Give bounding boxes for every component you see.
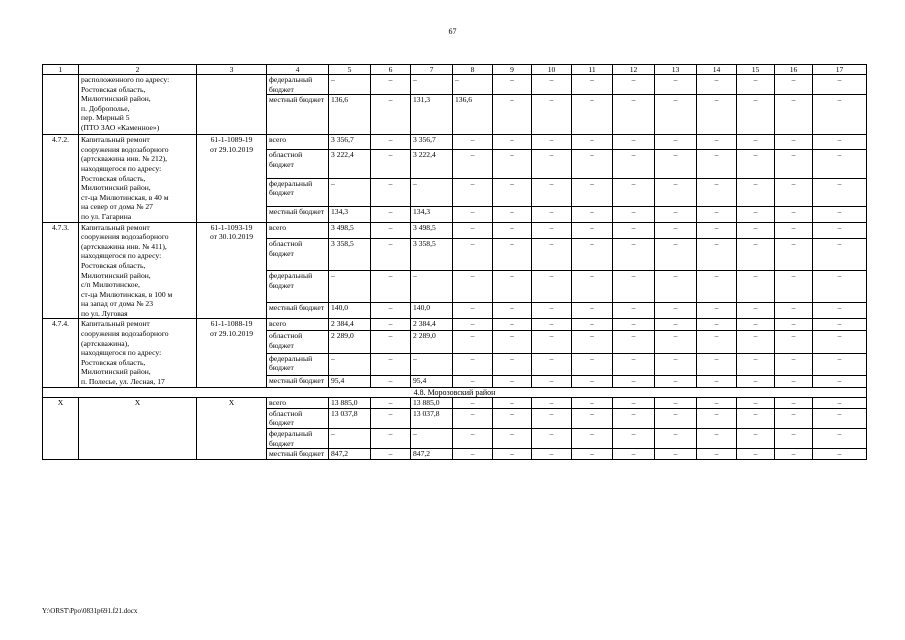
dash-cell: – <box>371 150 411 179</box>
value-cell: 131,3 <box>411 95 453 135</box>
dash-cell: – <box>453 150 493 179</box>
dash-cell: – <box>737 331 775 353</box>
dash-cell: – <box>453 207 493 222</box>
dash-cell: – <box>697 398 737 409</box>
dash-cell: – <box>453 319 493 331</box>
dash-cell: – <box>613 398 655 409</box>
item-description: расположенного по адресу: Ростовская область, Милютинский район, п. Доброполье, пер. Мирный 5 (ПТО ЗАО «Каменное») <box>79 75 197 135</box>
dash-cell: – <box>532 302 572 319</box>
dash-cell: – <box>775 449 813 460</box>
dash-cell: – <box>775 331 813 353</box>
dash-cell: – <box>532 239 572 271</box>
dash-cell: – <box>613 375 655 387</box>
dash-cell: – <box>613 75 655 95</box>
dash-cell: – <box>371 375 411 387</box>
dash-cell: – <box>572 270 613 302</box>
budget-source-label: всего <box>267 222 329 239</box>
dash-cell: – <box>371 135 411 150</box>
section-header-row <box>43 387 867 398</box>
dash-cell: – <box>655 449 697 460</box>
column-header: 9 <box>493 65 532 75</box>
dash-cell: – <box>493 75 532 95</box>
dash-cell: – <box>655 331 697 353</box>
dash-cell: – <box>697 270 737 302</box>
dash-cell: – <box>371 222 411 239</box>
dash-cell: – <box>813 319 867 331</box>
value-cell: 2 289,0 <box>329 331 371 353</box>
column-header: 13 <box>655 65 697 75</box>
column-header: 5 <box>329 65 371 75</box>
column-header: 2 <box>79 65 197 75</box>
dash-cell: – <box>532 353 572 375</box>
dash-cell: – <box>737 178 775 207</box>
dash-cell: – <box>572 150 613 179</box>
dash-cell: – <box>697 319 737 331</box>
dash-cell: – <box>697 302 737 319</box>
dash-cell: – <box>655 178 697 207</box>
dash-cell: – <box>655 375 697 387</box>
dash-cell: – <box>813 222 867 239</box>
dash-cell: – <box>493 207 532 222</box>
item-description: Капитальный ремонт сооружения водозаборного (артскважина инв. № 212), находящегося по адресу: Ростовская область, Милютинский район, ст-ца Милютинская, в 40 м на север от дома № 27 по ул. Гагарина <box>79 135 197 222</box>
dash-cell: – <box>655 150 697 179</box>
budget-source-label: федеральный бюджет <box>267 270 329 302</box>
dash-cell: – <box>453 135 493 150</box>
budget-source-label: всего <box>267 319 329 331</box>
dash-cell: – <box>532 207 572 222</box>
dash-cell: – <box>613 353 655 375</box>
dash-cell: – <box>613 207 655 222</box>
value-cell: 136,6 <box>453 95 493 135</box>
dash-cell: – <box>813 429 867 449</box>
dash-cell: – <box>493 239 532 271</box>
value-cell: 13 037,8 <box>411 408 453 428</box>
dash-cell: – <box>572 178 613 207</box>
dash-cell: – <box>493 135 532 150</box>
dash-cell: – <box>453 375 493 387</box>
dash-cell: – <box>613 302 655 319</box>
dash-cell: – <box>493 331 532 353</box>
dash-cell: – <box>453 270 493 302</box>
dash-cell: – <box>532 429 572 449</box>
dash-cell: – <box>572 222 613 239</box>
dash-cell: – <box>613 95 655 135</box>
dash-cell: – <box>572 429 613 449</box>
dash-cell: – <box>371 95 411 135</box>
table-row <box>43 319 867 331</box>
column-header: 16 <box>775 65 813 75</box>
dash-cell: – <box>572 353 613 375</box>
column-header: 8 <box>453 65 493 75</box>
value-cell: – <box>329 353 371 375</box>
value-cell: 136,6 <box>329 95 371 135</box>
dash-cell: – <box>655 270 697 302</box>
budget-source-label: местный бюджет <box>267 207 329 222</box>
dash-cell: – <box>532 135 572 150</box>
dash-cell: – <box>493 398 532 409</box>
budget-source-label: всего <box>267 135 329 150</box>
column-header: 15 <box>737 65 775 75</box>
dash-cell: – <box>655 408 697 428</box>
dash-cell: – <box>775 135 813 150</box>
item-number <box>43 75 79 135</box>
dash-cell: – <box>613 331 655 353</box>
dash-cell: – <box>775 207 813 222</box>
budget-source-label: областной бюджет <box>267 150 329 179</box>
dash-cell: – <box>532 331 572 353</box>
dash-cell: – <box>813 239 867 271</box>
dash-cell: – <box>572 302 613 319</box>
value-cell: 140,0 <box>411 302 453 319</box>
item-number: 4.7.4. <box>43 319 79 387</box>
dash-cell: – <box>737 319 775 331</box>
dash-cell: – <box>813 408 867 428</box>
column-header: 7 <box>411 65 453 75</box>
dash-cell: – <box>572 207 613 222</box>
dash-cell: – <box>572 135 613 150</box>
dash-cell: – <box>371 270 411 302</box>
budget-source-label: всего <box>267 398 329 409</box>
dash-cell: – <box>453 429 493 449</box>
value-cell: 2 289,0 <box>411 331 453 353</box>
dash-cell: – <box>613 150 655 179</box>
dash-cell: – <box>572 449 613 460</box>
dash-cell: – <box>697 178 737 207</box>
dash-cell: – <box>371 178 411 207</box>
dash-cell: – <box>697 331 737 353</box>
budget-source-label: федеральный бюджет <box>267 429 329 449</box>
table-row <box>43 135 867 150</box>
page-number: 67 <box>448 27 457 36</box>
dash-cell: – <box>813 398 867 409</box>
dash-cell: – <box>371 239 411 271</box>
dash-cell: – <box>371 408 411 428</box>
dash-cell: – <box>655 75 697 95</box>
dash-cell: – <box>813 302 867 319</box>
dash-cell: – <box>697 135 737 150</box>
budget-source-label: местный бюджет <box>267 302 329 319</box>
dash-cell: – <box>813 95 867 135</box>
budget-source-label: федеральный бюджет <box>267 75 329 95</box>
dash-cell: – <box>493 375 532 387</box>
section-title: 4.8. Морозовский район <box>43 387 867 398</box>
dash-cell: – <box>813 449 867 460</box>
dash-cell: – <box>453 449 493 460</box>
value-cell: – <box>411 75 453 95</box>
budget-source-label: областной бюджет <box>267 239 329 271</box>
dash-cell: – <box>453 239 493 271</box>
dash-cell: – <box>371 353 411 375</box>
value-cell: 847,2 <box>411 449 453 460</box>
value-cell: – <box>329 178 371 207</box>
column-header: 11 <box>572 65 613 75</box>
dash-cell: – <box>775 408 813 428</box>
dash-cell: – <box>697 95 737 135</box>
item-code <box>197 75 267 135</box>
value-cell: 3 498,5 <box>329 222 371 239</box>
column-header: 3 <box>197 65 267 75</box>
budget-source-label: федеральный бюджет <box>267 178 329 207</box>
dash-cell: – <box>737 449 775 460</box>
dash-cell: – <box>613 135 655 150</box>
value-cell: – <box>411 178 453 207</box>
value-cell: – <box>329 270 371 302</box>
dash-cell: – <box>737 222 775 239</box>
dash-cell: – <box>737 429 775 449</box>
dash-cell: – <box>775 150 813 179</box>
dash-cell: – <box>613 319 655 331</box>
dash-cell: – <box>813 150 867 179</box>
item-number: 4.7.3. <box>43 222 79 319</box>
value-cell: – <box>411 270 453 302</box>
dash-cell: – <box>655 135 697 150</box>
value-cell: – <box>329 75 371 95</box>
dash-cell: – <box>697 375 737 387</box>
dash-cell: – <box>737 95 775 135</box>
dash-cell: – <box>655 353 697 375</box>
dash-cell: – <box>775 222 813 239</box>
dash-cell: – <box>613 178 655 207</box>
dash-cell: – <box>655 319 697 331</box>
dash-cell: – <box>737 150 775 179</box>
table-row <box>43 75 867 95</box>
dash-cell: – <box>775 429 813 449</box>
dash-cell: – <box>813 207 867 222</box>
dash-cell: – <box>371 319 411 331</box>
dash-cell: – <box>453 353 493 375</box>
value-cell: – <box>453 75 493 95</box>
footer-file-path: Y:\ORST\Ppo\0831p691.f21.docx <box>42 607 138 615</box>
dash-cell: – <box>493 95 532 135</box>
dash-cell: – <box>775 375 813 387</box>
dash-cell: – <box>493 222 532 239</box>
dash-cell: – <box>493 178 532 207</box>
dash-cell: – <box>813 353 867 375</box>
dash-cell: – <box>572 319 613 331</box>
dash-cell: – <box>532 222 572 239</box>
value-cell: 3 356,7 <box>329 135 371 150</box>
dash-cell: – <box>775 302 813 319</box>
budget-source-label: областной бюджет <box>267 408 329 428</box>
column-header: 1 <box>43 65 79 75</box>
value-cell: 3 358,5 <box>329 239 371 271</box>
column-header: 12 <box>613 65 655 75</box>
value-cell: 2 384,4 <box>411 319 453 331</box>
dash-cell: – <box>532 408 572 428</box>
table-row <box>43 398 867 409</box>
dash-cell: – <box>532 150 572 179</box>
dash-cell: – <box>697 429 737 449</box>
dash-cell: – <box>493 353 532 375</box>
value-cell: 2 384,4 <box>329 319 371 331</box>
dash-cell: – <box>813 270 867 302</box>
dash-cell: – <box>737 135 775 150</box>
dash-cell: – <box>493 408 532 428</box>
dash-cell: – <box>697 353 737 375</box>
dash-cell: – <box>775 178 813 207</box>
dash-cell: – <box>493 449 532 460</box>
value-cell: 95,4 <box>329 375 371 387</box>
dash-cell: – <box>813 375 867 387</box>
dash-cell: – <box>532 75 572 95</box>
budget-table <box>42 64 867 460</box>
dash-cell: – <box>655 398 697 409</box>
value-cell: 13 885,0 <box>411 398 453 409</box>
dash-cell: – <box>737 375 775 387</box>
budget-source-label: местный бюджет <box>267 95 329 135</box>
dash-cell: – <box>371 207 411 222</box>
dash-cell: – <box>737 239 775 271</box>
dash-cell: – <box>697 75 737 95</box>
dash-cell: – <box>572 95 613 135</box>
dash-cell: – <box>737 353 775 375</box>
value-cell: 3 222,4 <box>411 150 453 179</box>
column-header: 14 <box>697 65 737 75</box>
item-number: 4.7.2. <box>43 135 79 222</box>
dash-cell: – <box>371 398 411 409</box>
dash-cell: – <box>737 207 775 222</box>
dash-cell: – <box>655 222 697 239</box>
column-header-row <box>43 65 867 75</box>
item-code: 61-1-1088-19 от 29.10.2019 <box>197 319 267 387</box>
dash-cell: – <box>813 178 867 207</box>
dash-cell: – <box>532 375 572 387</box>
column-header: 17 <box>813 65 867 75</box>
dash-cell: – <box>613 239 655 271</box>
column-header: 4 <box>267 65 329 75</box>
dash-cell: – <box>453 178 493 207</box>
dash-cell: – <box>453 331 493 353</box>
dash-cell: – <box>532 178 572 207</box>
item-code: Х <box>197 398 267 460</box>
dash-cell: – <box>613 408 655 428</box>
budget-source-label: местный бюджет <box>267 449 329 460</box>
dash-cell: – <box>613 270 655 302</box>
dash-cell: – <box>532 270 572 302</box>
value-cell: 3 358,5 <box>411 239 453 271</box>
value-cell: – <box>329 429 371 449</box>
item-number: Х <box>43 398 79 460</box>
dash-cell: – <box>775 270 813 302</box>
dash-cell: – <box>775 319 813 331</box>
dash-cell: – <box>775 398 813 409</box>
dash-cell: – <box>775 353 813 375</box>
value-cell: 3 356,7 <box>411 135 453 150</box>
dash-cell: – <box>572 375 613 387</box>
dash-cell: – <box>813 135 867 150</box>
dash-cell: – <box>493 270 532 302</box>
dash-cell: – <box>453 398 493 409</box>
dash-cell: – <box>532 319 572 331</box>
dash-cell: – <box>697 449 737 460</box>
value-cell: – <box>411 353 453 375</box>
dash-cell: – <box>697 222 737 239</box>
dash-cell: – <box>775 239 813 271</box>
item-description: Капитальный ремонт сооружения водозаборного (артскважина), находящегося по адресу: Ростовская область, Милютинский район, п. Полесье, ул. Лесная, 17 <box>79 319 197 387</box>
dash-cell: – <box>572 398 613 409</box>
dash-cell: – <box>371 302 411 319</box>
dash-cell: – <box>655 302 697 319</box>
dash-cell: – <box>613 222 655 239</box>
dash-cell: – <box>532 95 572 135</box>
value-cell: 3 498,5 <box>411 222 453 239</box>
value-cell: 134,3 <box>411 207 453 222</box>
budget-source-label: федеральный бюджет <box>267 353 329 375</box>
dash-cell: – <box>371 331 411 353</box>
dash-cell: – <box>572 331 613 353</box>
dash-cell: – <box>697 207 737 222</box>
table-row <box>43 222 867 239</box>
dash-cell: – <box>493 150 532 179</box>
dash-cell: – <box>737 398 775 409</box>
dash-cell: – <box>737 302 775 319</box>
dash-cell: – <box>775 95 813 135</box>
dash-cell: – <box>737 270 775 302</box>
value-cell: 134,3 <box>329 207 371 222</box>
dash-cell: – <box>532 449 572 460</box>
column-header: 6 <box>371 65 411 75</box>
dash-cell: – <box>737 408 775 428</box>
dash-cell: – <box>655 429 697 449</box>
dash-cell: – <box>655 95 697 135</box>
item-code: 61-1-1089-19 от 29.10.2019 <box>197 135 267 222</box>
dash-cell: – <box>813 331 867 353</box>
column-header: 10 <box>532 65 572 75</box>
dash-cell: – <box>572 239 613 271</box>
dash-cell: – <box>655 239 697 271</box>
value-cell: – <box>411 429 453 449</box>
dash-cell: – <box>655 207 697 222</box>
dash-cell: – <box>532 398 572 409</box>
dash-cell: – <box>493 302 532 319</box>
value-cell: 3 222,4 <box>329 150 371 179</box>
item-code: 61-1-1093-19 от 30.10.2019 <box>197 222 267 319</box>
dash-cell: – <box>697 239 737 271</box>
dash-cell: – <box>613 449 655 460</box>
dash-cell: – <box>572 75 613 95</box>
dash-cell: – <box>371 449 411 460</box>
dash-cell: – <box>697 150 737 179</box>
dash-cell: – <box>453 302 493 319</box>
value-cell: 140,0 <box>329 302 371 319</box>
value-cell: 95,4 <box>411 375 453 387</box>
value-cell: 13 037,8 <box>329 408 371 428</box>
item-description: Капитальный ремонт сооружения водозаборного (артскважина инв. № 411), находящегося по адресу: Ростовская область, Милютинский район, с/п Милютинское, ст-ца Милютинская, в 100 м на запад от дома № 23 по ул. Луговая <box>79 222 197 319</box>
dash-cell: – <box>737 75 775 95</box>
item-description: Х <box>79 398 197 460</box>
dash-cell: – <box>697 408 737 428</box>
dash-cell: – <box>453 222 493 239</box>
dash-cell: – <box>493 319 532 331</box>
dash-cell: – <box>453 408 493 428</box>
dash-cell: – <box>572 408 613 428</box>
budget-source-label: областной бюджет <box>267 331 329 353</box>
value-cell: 13 885,0 <box>329 398 371 409</box>
value-cell: 847,2 <box>329 449 371 460</box>
dash-cell: – <box>493 429 532 449</box>
budget-source-label: местный бюджет <box>267 375 329 387</box>
dash-cell: – <box>813 75 867 95</box>
dash-cell: – <box>371 75 411 95</box>
dash-cell: – <box>613 429 655 449</box>
dash-cell: – <box>371 429 411 449</box>
dash-cell: – <box>775 75 813 95</box>
